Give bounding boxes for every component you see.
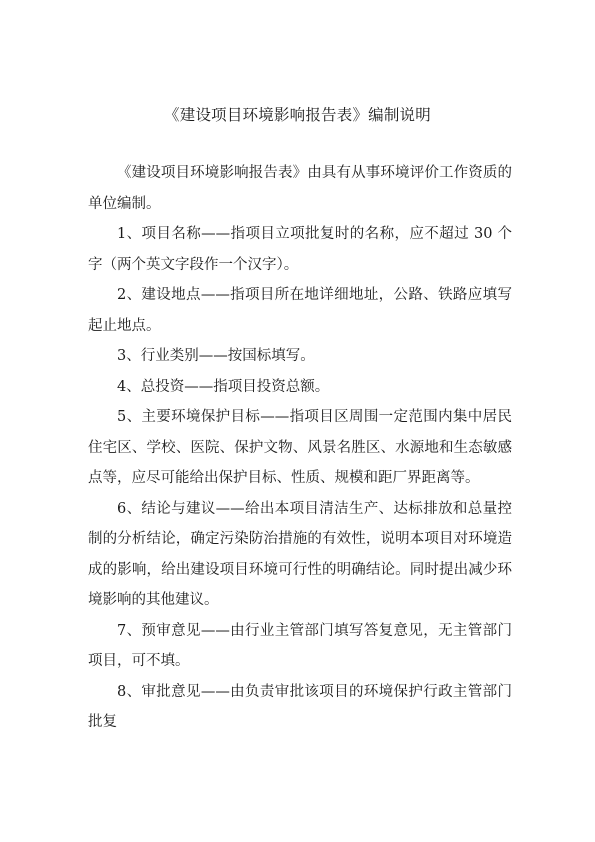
document-title: 《建设项目环境影响报告表》编制说明 (164, 106, 431, 124)
intro-paragraph: 《建设项目环境影响报告表》由具有从事环境评价工作资质的单位编制。 (88, 165, 512, 212)
item-construction-site: 2、建设地点——指项目所在地详细地址，公路、铁路应填写起止地点。 (88, 287, 512, 334)
item-project-name: 1、项目名称——指项目立项批复时的名称，应不超过 30 个字（两个英文字段作一个汉字）。 (88, 226, 512, 273)
item-conclusions: 6、结论与建议——给出本项目清洁生产、达标排放和总量控制的分析结论，确定污染防治措施的有效性，说明本项目对环境造成的影响，给出建设项目环境可行性的明确结论。同时提出减少环境影响的其他建议。 (88, 500, 512, 608)
item-preliminary-review: 7、预审意见——由行业主管部门填写答复意见，无主管部门项目，可不填。 (88, 622, 512, 669)
item-total-investment: 4、总投资——指项目投资总额。 (117, 378, 330, 395)
item-protection-targets: 5、主要环境保护目标——指项目区周围一定范围内集中居民住宅区、学校、医院、保护文物、风景名胜区、水源地和生态敏感点等，应尽可能给出保护目标、性质、规模和距厂界距离等。 (88, 409, 512, 486)
item-approval-opinion: 8、审批意见——由负责审批该项目的环境保护行政主管部门批复 (88, 683, 512, 730)
document-body (88, 158, 512, 738)
item-industry-category: 3、行业类别——按国标填写。 (117, 348, 315, 364)
